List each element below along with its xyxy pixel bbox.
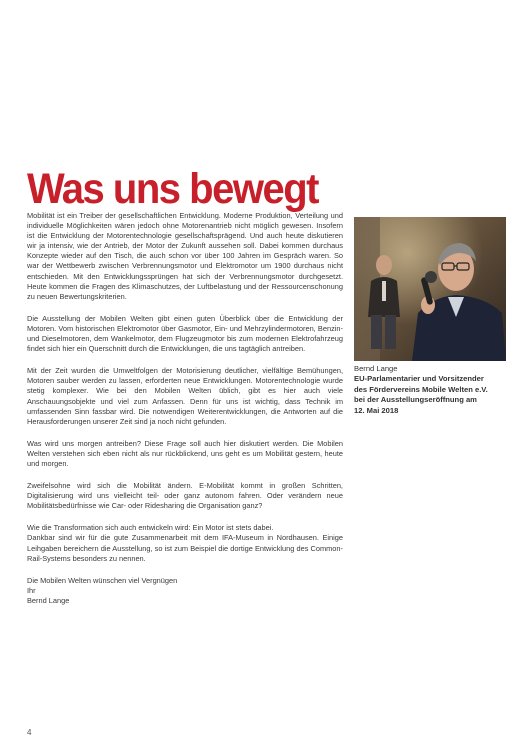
signoff-line: Bernd Lange xyxy=(27,595,70,605)
page-number: 4 xyxy=(27,728,32,737)
paragraph: Die Ausstellung der Mobilen Welten gibt einen guten Überblick über die Entwicklung der Motoren. Vom historischen Elektromotor über Gasmotor, Ein- und Mehrzylindermotoren, Benzin- und Dieselmotoren, dem Wankelmotor, dem Flugzeugmotor bis zum modernen Elektrofahrzeug findet sich hier ein Querschnitt durch die Entwicklungen, die uns tagtäglich antreiben. xyxy=(27,313,343,354)
transformation-line: Wie die Transformation sich auch entwickeln wird: Ein Motor ist stets dabei. xyxy=(27,523,274,533)
caption-line: 12. Mai 2018 xyxy=(354,405,399,415)
paragraph: Was wird uns morgen antreiben? Diese Frage soll auch hier diskutiert werden. Die Mobilen Welten verstehen sich eben nicht als nur rückblickend, uns geht es um Mobilität gestern, heute und morgen. xyxy=(27,438,343,468)
paragraph: Zweifelsohne wird sich die Mobilität ändern. E-Mobilität kommt in großen Schritten, Digitalisierung wird uns vielleicht teil- oder ganz autonom fahren. Oder verändern neue Mobilitätsbedürfnisse wie Car- oder Ridesharing die Organisation ganz? xyxy=(27,481,343,511)
signoff-line: Ihr xyxy=(27,585,36,595)
paragraph: Mobilität ist ein Treiber der gesellschaftlichen Entwicklung. Moderne Produktion, Verteilung und individuelle Möglichkeiten wären jedoch ohne Motorenantrieb nicht möglich gewesen. Insofern ist die Entwicklung der Motorentechnologie gesellschaftsprägend. Und auch heute diskutieren wir ja intensiv, wie der Antrieb, der Motor der Zukunft aussehen soll. Dabei kommen durchaus Konzepte wieder auf den Tisch, die auch schon vor über 100 Jahren im Gespräch waren. So war der Wettbewerb zwischen Verbrennungsmotor und Elektromotor um 1900 durchaus nicht entschieden. Mit den Entwicklungssprüngen hat sich der Verbrennungsmotor durchgesetzt. Heute kommen die Fragen des Klimaschutzes, der Luftbelastung und der Ressourcenschonung zu neuen Bewertungskriterien. xyxy=(27,211,343,301)
paragraph: Mit der Zeit wurden die Umweltfolgen der Motorisierung deutlicher, vielfältige Bemühungen, Motoren sauber werden zu lassen, erforderten neue Entwicklungen. Motorentechnologie wurde stetig komplexer. Wie bei den Mobilen Welten üblich, gibt es hier auch viele Anschauungsobjekte und viel zum Anfassen. Denn für uns ist wichtig, dass Technik im umfassenden Sinn fassbar wird. Die notwendigen Weiterentwicklungen, die Antworten auf die Herausforderungen unserer Zeit sind ja noch nicht gefunden. xyxy=(27,366,343,426)
photo-illustration xyxy=(354,217,506,361)
photo-speaker xyxy=(354,217,506,361)
photo-caption xyxy=(354,364,514,416)
caption-line: EU-Parlamentarier und Vorsitzender xyxy=(354,374,484,384)
caption-line: des Fördervereins Mobile Welten e.V. xyxy=(354,384,488,394)
page-title: Was uns bewegt xyxy=(27,165,318,213)
caption-name: Bernd Lange xyxy=(354,364,398,373)
paragraph-transformation xyxy=(27,523,343,563)
signoff xyxy=(27,576,343,606)
article-body xyxy=(27,211,343,606)
transformation-line: Dankbar sind wir für die gute Zusammenarbeit mit dem IFA-Museum in Nordhausen. Einige Leihgaben bereichern die Ausstellung, so ist zum Beispiel die dortige Entwicklung des Common-Rail-Systems besonders zu nennen. xyxy=(27,533,343,563)
caption-line: bei der Ausstellungseröffnung am xyxy=(354,395,477,405)
signoff-line: Die Mobilen Welten wünschen viel Vergnügen xyxy=(27,575,178,585)
